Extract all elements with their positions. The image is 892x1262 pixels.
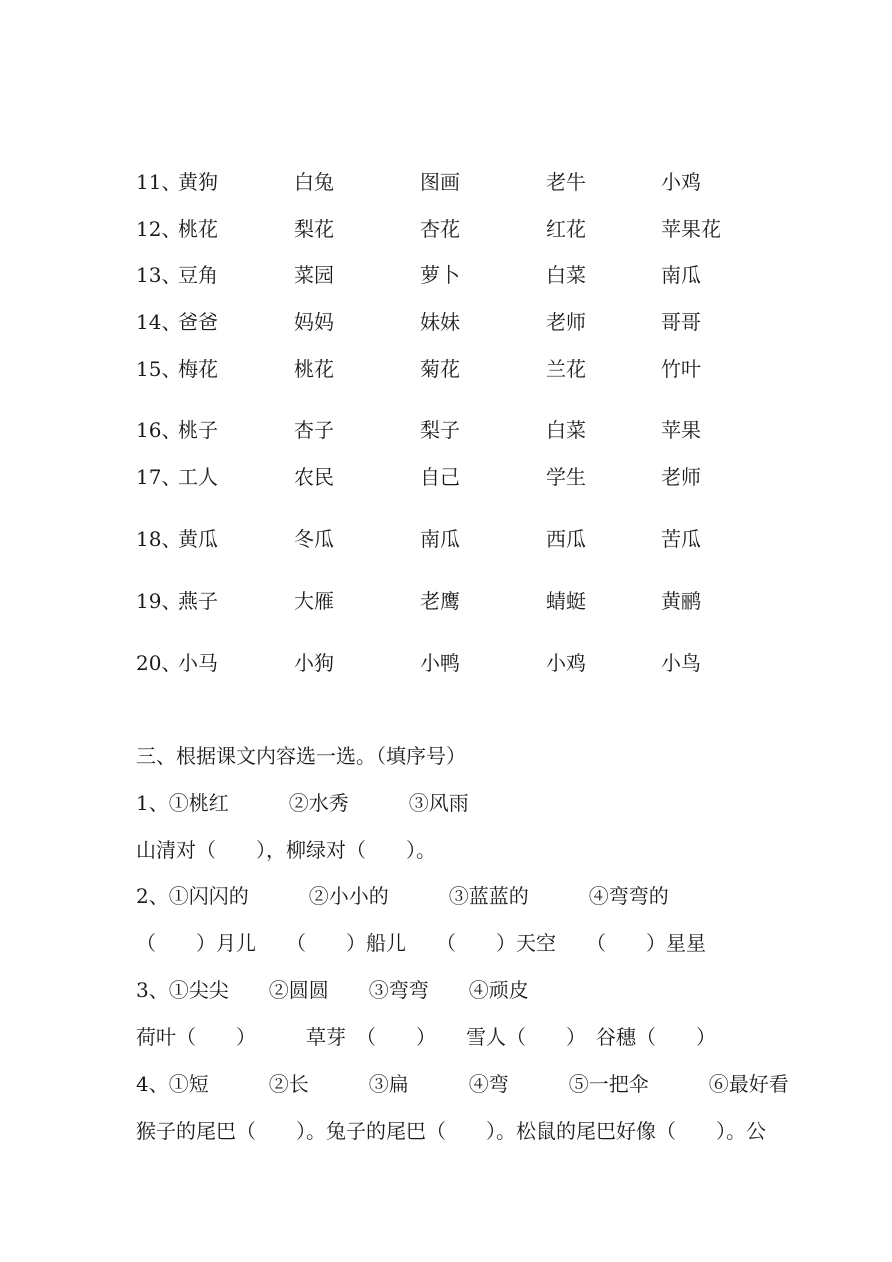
question-options: 3、①尖尖 ②圆圆 ③弯弯 ④顽皮 — [136, 978, 529, 1002]
word: 白菜 — [546, 263, 586, 287]
word: 小鸭 — [420, 651, 460, 675]
word-group-row — [0, 308, 892, 336]
question-options: 1、①桃红 ②水秀 ③风雨 — [136, 791, 469, 815]
word: 燕子 — [178, 589, 218, 613]
word: 南瓜 — [661, 263, 701, 287]
word: 竹叶 — [661, 357, 701, 381]
word: 杏花 — [420, 217, 460, 241]
row-number: 14、 — [136, 310, 182, 334]
word: 黄瓜 — [178, 527, 218, 551]
word: 爸爸 — [178, 310, 218, 334]
row-number: 17、 — [136, 465, 182, 489]
word: 菊花 — [420, 357, 460, 381]
row-number: 20、 — [136, 651, 182, 675]
word: 梅花 — [178, 357, 218, 381]
word: 桃花 — [178, 217, 218, 241]
word: 学生 — [546, 465, 586, 489]
row-number: 11、 — [136, 170, 182, 194]
word: 妈妈 — [294, 310, 334, 334]
row-number: 18、 — [136, 527, 182, 551]
word-group-row — [0, 649, 892, 677]
word: 妹妹 — [420, 310, 460, 334]
word: 梨子 — [420, 418, 460, 442]
row-number: 16、 — [136, 418, 182, 442]
word: 小马 — [178, 651, 218, 675]
section-heading: 三、根据课文内容选一选。（填序号） — [136, 744, 466, 768]
word: 萝卜 — [420, 263, 460, 287]
row-number: 19、 — [136, 589, 182, 613]
word: 工人 — [178, 465, 218, 489]
word: 农民 — [294, 465, 334, 489]
word: 豆角 — [178, 263, 218, 287]
word-group-row — [0, 587, 892, 615]
word: 苦瓜 — [661, 527, 701, 551]
word: 桃子 — [178, 418, 218, 442]
row-number: 15、 — [136, 357, 182, 381]
word: 黄鹂 — [661, 589, 701, 613]
word: 小狗 — [294, 651, 334, 675]
word: 桃花 — [294, 357, 334, 381]
word: 老鹰 — [420, 589, 460, 613]
word-group-row — [0, 261, 892, 289]
word: 自己 — [420, 465, 460, 489]
word: 南瓜 — [420, 527, 460, 551]
word: 西瓜 — [546, 527, 586, 551]
question-blanks: 荷叶（ ） 草芽 （ ） 雪人（ ） 谷穗（ ） — [136, 1025, 716, 1049]
word-group-row — [0, 355, 892, 383]
word: 白兔 — [294, 170, 334, 194]
word: 冬瓜 — [294, 527, 334, 551]
word: 杏子 — [294, 418, 334, 442]
word: 苹果花 — [661, 217, 721, 241]
word: 菜园 — [294, 263, 334, 287]
question-options: 2、①闪闪的 ②小小的 ③蓝蓝的 ④弯弯的 — [136, 884, 669, 908]
word: 哥哥 — [661, 310, 701, 334]
word: 苹果 — [661, 418, 701, 442]
word: 老牛 — [546, 170, 586, 194]
word: 黄狗 — [178, 170, 218, 194]
word: 小鸡 — [661, 170, 701, 194]
word-group-row — [0, 215, 892, 243]
question-options: 4、①短 ②长 ③扁 ④弯 ⑤一把伞 ⑥最好看 — [136, 1072, 789, 1096]
row-number: 12、 — [136, 217, 182, 241]
word: 兰花 — [546, 357, 586, 381]
word-group-row — [0, 463, 892, 491]
question-blanks: 山清对（ ），柳绿对（ ）。 — [136, 838, 436, 862]
word: 梨花 — [294, 217, 334, 241]
word: 图画 — [420, 170, 460, 194]
word: 老师 — [546, 310, 586, 334]
word-group-row — [0, 416, 892, 444]
question-blanks: 猴子的尾巴（ ）。兔子的尾巴（ ）。松鼠的尾巴好像（ ）。公 — [136, 1119, 766, 1143]
word: 小鸡 — [546, 651, 586, 675]
word-group-row — [0, 168, 892, 196]
word: 红花 — [546, 217, 586, 241]
word-group-row — [0, 525, 892, 553]
word: 老师 — [661, 465, 701, 489]
word: 小鸟 — [661, 651, 701, 675]
row-number: 13、 — [136, 263, 182, 287]
question-blanks: （ ）月儿 （ ）船儿 （ ）天空 （ ）星星 — [136, 931, 706, 955]
word: 蜻蜓 — [546, 589, 586, 613]
word: 白菜 — [546, 418, 586, 442]
word: 大雁 — [294, 589, 334, 613]
